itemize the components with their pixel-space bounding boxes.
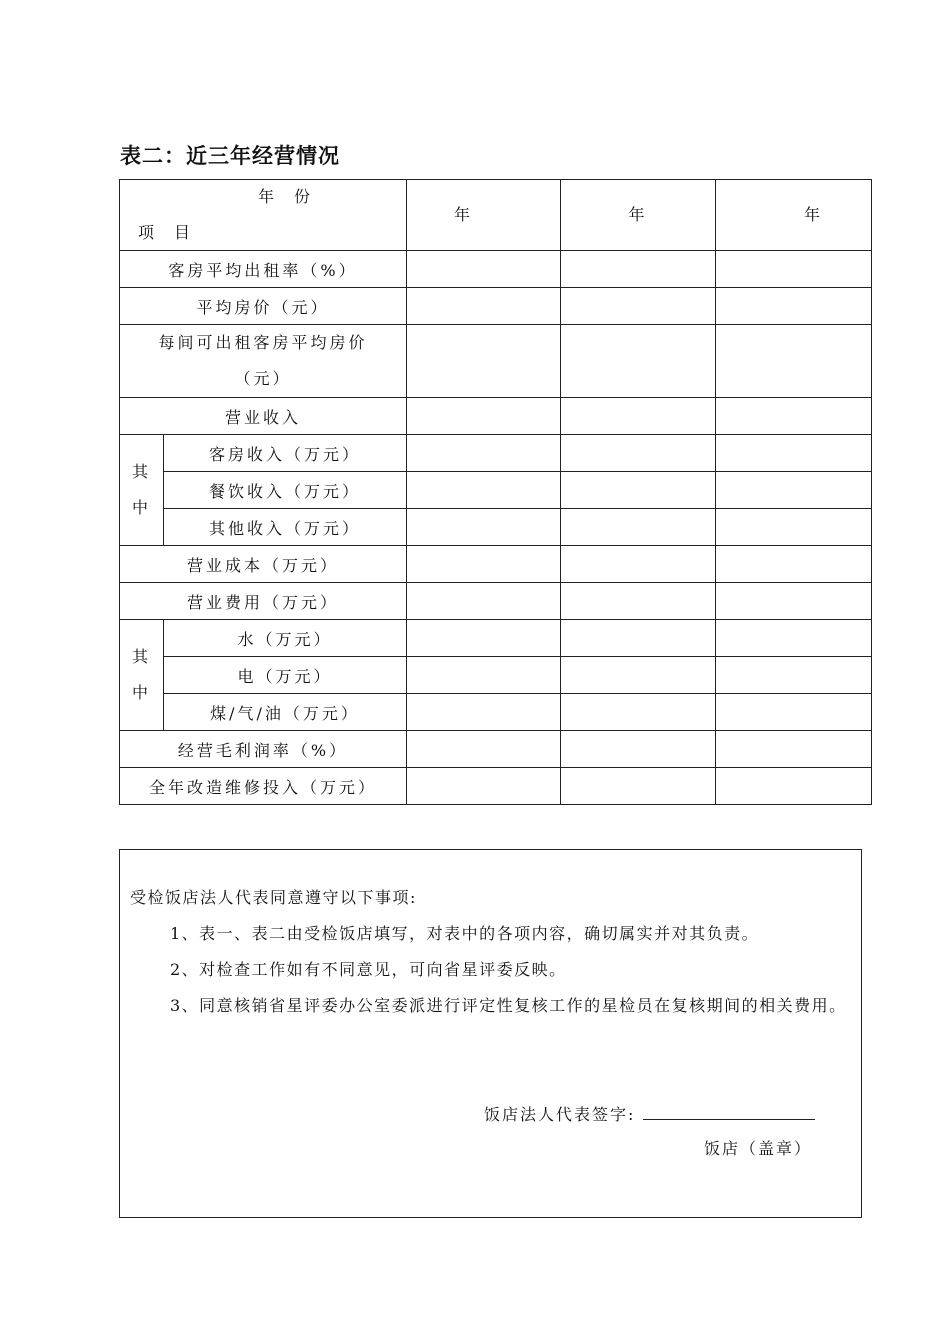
row-label-fb-revenue: 餐饮收入（万元） — [164, 472, 407, 509]
row-label-other-revenue: 其他收入（万元） — [164, 509, 407, 546]
row-label-occupancy: 客房平均出租率（%） — [120, 251, 407, 288]
row-label-electricity: 电（万元） — [164, 657, 407, 694]
signature-label: 饭店法人代表签字: — [484, 1105, 636, 1124]
input-cell[interactable] — [407, 731, 561, 768]
row-label-renovation: 全年改造维修投入（万元） — [120, 768, 407, 805]
input-cell[interactable] — [716, 546, 872, 583]
input-cell[interactable] — [716, 583, 872, 620]
input-cell[interactable] — [716, 288, 872, 325]
year-column-2[interactable] — [561, 180, 716, 251]
input-cell[interactable] — [407, 546, 561, 583]
table-row — [120, 398, 872, 435]
table-row — [120, 546, 872, 583]
table-header-row — [120, 180, 872, 251]
agreement-item-3: 3、同意核销省星评委办公室委派进行评定性复核工作的星检员在复核期间的相关费用。 — [170, 996, 847, 1015]
input-cell[interactable] — [561, 657, 716, 694]
input-cell[interactable] — [407, 472, 561, 509]
input-cell[interactable] — [561, 583, 716, 620]
year-column-1-label: 年 — [453, 205, 473, 224]
header-item-label: 项 目 — [138, 223, 193, 242]
input-cell[interactable] — [561, 509, 716, 546]
group-label-expense-breakdown — [120, 620, 164, 731]
input-cell[interactable] — [561, 768, 716, 805]
input-cell[interactable] — [407, 768, 561, 805]
input-cell[interactable] — [561, 620, 716, 657]
table-row — [120, 509, 872, 546]
row-label-fuel: 煤/气/油（万元） — [164, 694, 407, 731]
group-label-char-1: 其 — [131, 647, 151, 666]
stamp-label: 饭店（盖章） — [704, 1139, 813, 1158]
input-cell[interactable] — [407, 694, 561, 731]
table-row — [120, 768, 872, 805]
input-cell[interactable] — [716, 398, 872, 435]
agreement-intro: 受检饭店法人代表同意遵守以下事项: — [130, 888, 417, 907]
table-row — [120, 435, 872, 472]
table-row — [120, 325, 872, 398]
table-row — [120, 657, 872, 694]
group-label-char-2: 中 — [131, 498, 151, 517]
row-label-expense: 营业费用（万元） — [120, 583, 407, 620]
input-cell[interactable] — [561, 398, 716, 435]
input-cell[interactable] — [561, 694, 716, 731]
input-cell[interactable] — [716, 251, 872, 288]
input-cell[interactable] — [716, 694, 872, 731]
group-label-revenue-breakdown — [120, 435, 164, 546]
row-label-gross-margin: 经营毛利润率（%） — [120, 731, 407, 768]
signature-field[interactable] — [643, 1103, 815, 1120]
input-cell[interactable] — [716, 509, 872, 546]
input-cell[interactable] — [716, 620, 872, 657]
table-row — [120, 251, 872, 288]
input-cell[interactable] — [716, 657, 872, 694]
agreement-item-1: 1、表一、表二由受检饭店填写，对表中的各项内容，确切属实并对其负责。 — [170, 924, 760, 943]
agreement-text — [130, 880, 855, 1024]
table-row — [120, 472, 872, 509]
row-label-cost: 营业成本（万元） — [120, 546, 407, 583]
row-label-revpar-line2: （元） — [234, 369, 292, 388]
input-cell[interactable] — [407, 657, 561, 694]
group-label-char-1: 其 — [131, 462, 151, 481]
row-label-revpar — [120, 325, 407, 398]
input-cell[interactable] — [716, 472, 872, 509]
input-cell[interactable] — [561, 472, 716, 509]
input-cell[interactable] — [407, 251, 561, 288]
input-cell[interactable] — [561, 251, 716, 288]
input-cell[interactable] — [561, 288, 716, 325]
input-cell[interactable] — [561, 435, 716, 472]
input-cell[interactable] — [561, 731, 716, 768]
input-cell[interactable] — [407, 398, 561, 435]
input-cell[interactable] — [407, 325, 561, 398]
table-row — [120, 583, 872, 620]
row-label-water: 水（万元） — [164, 620, 407, 657]
row-label-revenue: 营业收入 — [120, 398, 407, 435]
header-corner-cell — [120, 180, 407, 251]
year-column-2-label: 年 — [628, 205, 648, 224]
table-row — [120, 731, 872, 768]
row-label-room-revenue: 客房收入（万元） — [164, 435, 407, 472]
table-row — [120, 620, 872, 657]
agreement-box — [119, 849, 862, 1218]
year-column-3[interactable] — [716, 180, 872, 251]
input-cell[interactable] — [561, 325, 716, 398]
input-cell[interactable] — [407, 583, 561, 620]
operations-table — [119, 179, 872, 805]
table-row — [120, 694, 872, 731]
input-cell[interactable] — [407, 435, 561, 472]
signature-row — [484, 1102, 815, 1125]
input-cell[interactable] — [716, 435, 872, 472]
input-cell[interactable] — [407, 288, 561, 325]
table-row — [120, 288, 872, 325]
page-title: 表二：近三年经营情况 — [120, 144, 340, 168]
input-cell[interactable] — [561, 546, 716, 583]
input-cell[interactable] — [407, 620, 561, 657]
year-column-3-label: 年 — [803, 205, 823, 224]
input-cell[interactable] — [716, 325, 872, 398]
row-label-revpar-line1: 每间可出租客房平均房价 — [158, 333, 368, 352]
agreement-item-2: 2、对检查工作如有不同意见，可向省星评委反映。 — [170, 960, 567, 979]
year-column-1[interactable] — [407, 180, 561, 251]
input-cell[interactable] — [407, 509, 561, 546]
input-cell[interactable] — [716, 731, 872, 768]
group-label-char-2: 中 — [131, 683, 151, 702]
row-label-avg-rate: 平均房价（元） — [120, 288, 407, 325]
header-year-label: 年 份 — [258, 187, 313, 206]
input-cell[interactable] — [716, 768, 872, 805]
